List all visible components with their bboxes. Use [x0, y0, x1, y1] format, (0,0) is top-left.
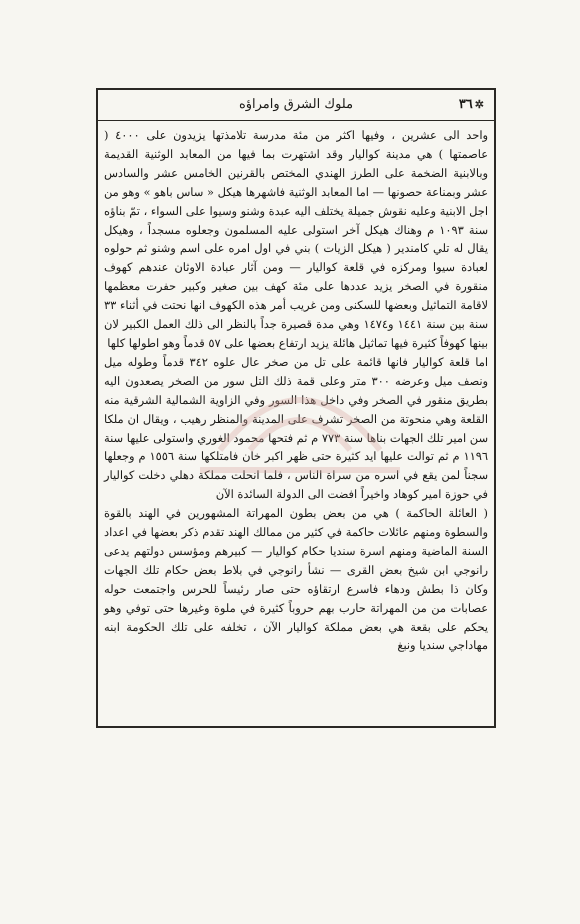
ornament-icon: ✲: [474, 98, 484, 111]
paragraph: اما قلعة كواليار فانها قائمة على تل من صخر عال علوه ٣٤٢ قدماً وطوله ميل ونصف ميل وعرضه ٣٠٠ متر وعلى قمة ذلك التل سور من الصخر يصعدون اليه بطريق منقور في الصخر وفي داخل هذا السور وفي الزاوية الشمالية الشرقية منه القلعة وهي منحوتة من الصخر تشرف على المدينة والمنظر رهيب ، ويقال ان ملكا سن امير تلك الجهات بناها سنة ٧٧٣ م ثم فتحها محمود الغوري واستولى عليها سنة ١١٩٦ م ثم توالت عليها ايد كثيرة حتى ظهر اكبر خان فامتلكها سنة ١٥٥٦ م وجعلها سجناً لمن يقع في اسره من سراة الناس ، فلما انحلت مملكة دهلي دخلت كواليار في حوزة امير كوهاد واخيراً افضت الى الدولة السائدة الآن: [104, 354, 488, 502]
running-title: ملوك الشرق وامراؤه: [238, 97, 354, 112]
page-header: [98, 94, 494, 121]
paragraph: ( العائلة الحاكمة ) هي من بعض بطون المهراتة المشهورين في الهند بالقوة والسطوة ومنهم عائلات حاكمة في كثير من ممالك الهند تقدم ذكر بعضها في اعداد السنة الماضية ومنهم اسرة سنديا حكام كواليار — كبيرهم ومؤسس دولتهم يدعى رانوجي ابن شيخ بعض القرى — نشأ رانوجي في بلاط بعض حكام تلك الجهات وكان ذا بطش ودهاء فاسرع ارتقاؤه حتى صار رئيساً للحرس واجتمعت حوله عصابات من من المهراتة حارب بهم حروباً كثيرة في ملوة وغيرها حتى توفي وهو يحكم على بقعة هي بعض مملكة كواليار الآن ، تخلفه على تلك الحكومة ابنه مهاداجي سنديا ونبغ: [104, 506, 488, 653]
page-number-text: ٣٦: [458, 97, 473, 112]
page-body: [104, 126, 488, 720]
paragraph: واحد الى عشرين ، وفيها اكثر من مئة مدرسة تلامذتها يزيدون على ٤٠٠٠ ( عاصمتها ) هي مدينة كواليار وقد اشتهرت بما فيها من المعابد الوثنية القديمة وبالابنية الضخمة على الطرز الهندي المختص بالقرنين الخامس عشر والسادس عشر وبمناعة حصونها — اما المعابد الوثنية فاشهرها هيكل « ساس باهو » وهو من اجل الابنية وعليه نقوش جميلة يختلف اليه عبدة وشنو وسيوا على السواء ، تمّ بناؤه سنة ١٠٩٣ م وهناك هيكل آخر استولى عليه المسلمون وجعلوه مسجداً ، وهيكل يقال له تلي كامندير ( هيكل الزيات ) بني في اول امره على اسم وشنو ثم حولوه لعبادة سيوا ومركزه في قلعة كواليار — ومن آثار عبادة الاوثان عندهم كهوف منقورة في الصخر يزيد عددها على مئة كهف بين صغير وكبير حفرت معظمها لاقامة التماثيل وبعضها للسكنى ومن غريب أمر هذه الكهوف انها نحتت في أثناء ٣٣ سنة بين سنة ١٤٤١ و١٤٧٤ وهي مدة قصيرة جداً بالنظر الى ذلك العمل الكبير لان بينها كهوفاً كثيرة فيها تماثيل هائلة يزيد ارتفاع بعضها على ٥٧ قدماً وهو اطولها كلها: [104, 128, 488, 350]
book-page: [96, 88, 496, 728]
